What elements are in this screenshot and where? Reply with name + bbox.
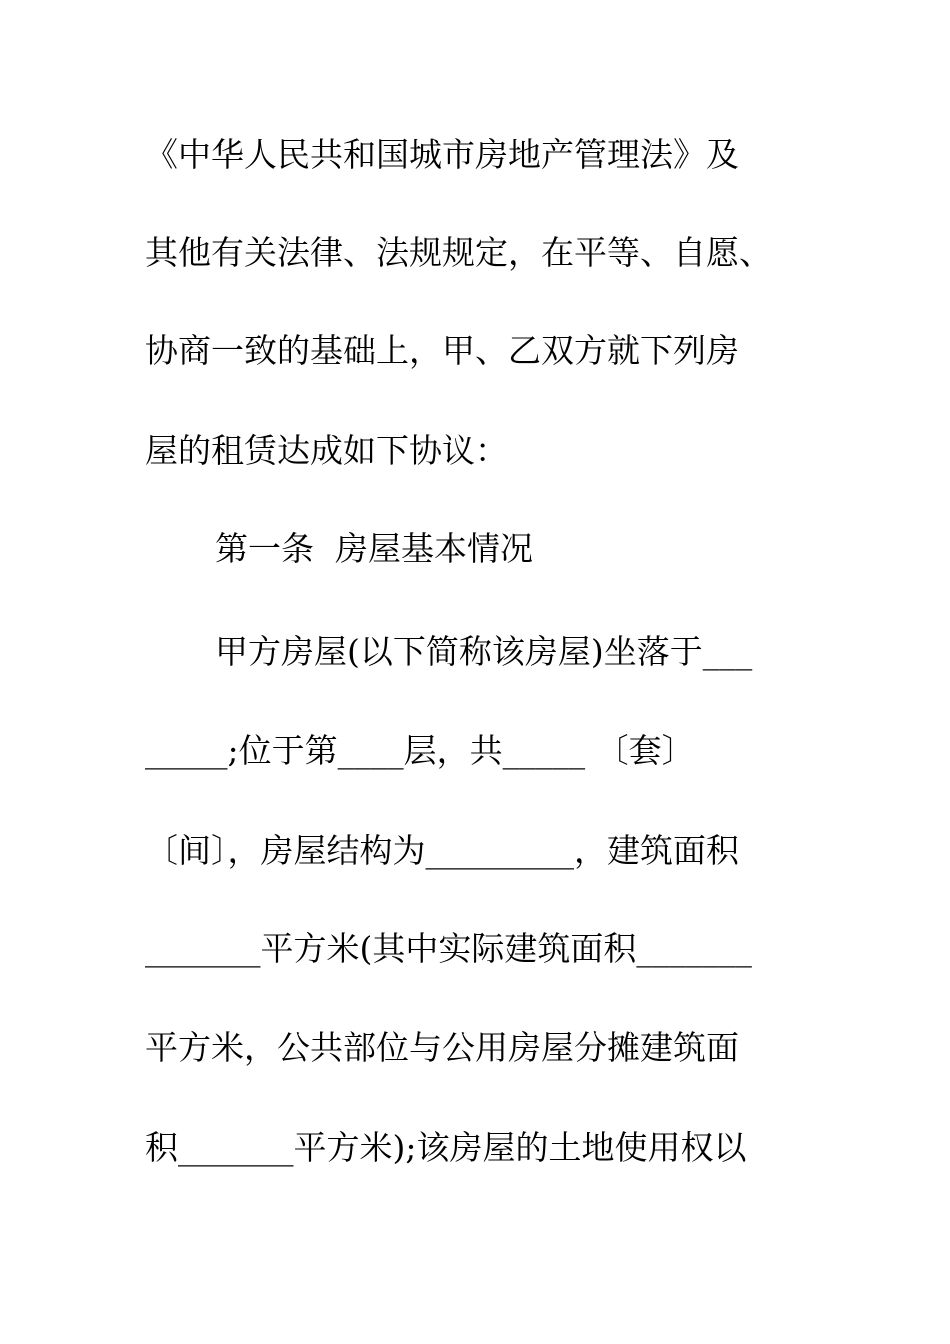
paragraph-line: 〔间〕，房屋结构为_________，建筑面积 <box>145 831 739 870</box>
paragraph-line: 平方米，公共部位与公用房屋分摊建筑面 <box>145 1028 739 1067</box>
paragraph-line: _____;位于第____层，共_____ 〔套〕 <box>145 731 695 770</box>
paragraph-line: _______平方米(其中实际建筑面积_______ <box>145 929 752 968</box>
paragraph-line: 《中华人民共和国城市房地产管理法》及 <box>145 135 739 174</box>
paragraph-line: 协商一致的基础上，甲、乙双方就下列房 <box>145 331 739 370</box>
paragraph-line: 其他有关法律、法规规定，在平等、自愿、 <box>145 233 772 272</box>
section-heading: 第一条 房屋基本情况 <box>215 529 533 568</box>
paragraph-line: 甲方房屋(以下简称该房屋)坐落于___ <box>215 632 753 671</box>
paragraph-line: 屋的租赁达成如下协议： <box>145 431 508 470</box>
paragraph-line: 积_______平方米);该房屋的土地使用权以 <box>145 1128 747 1167</box>
